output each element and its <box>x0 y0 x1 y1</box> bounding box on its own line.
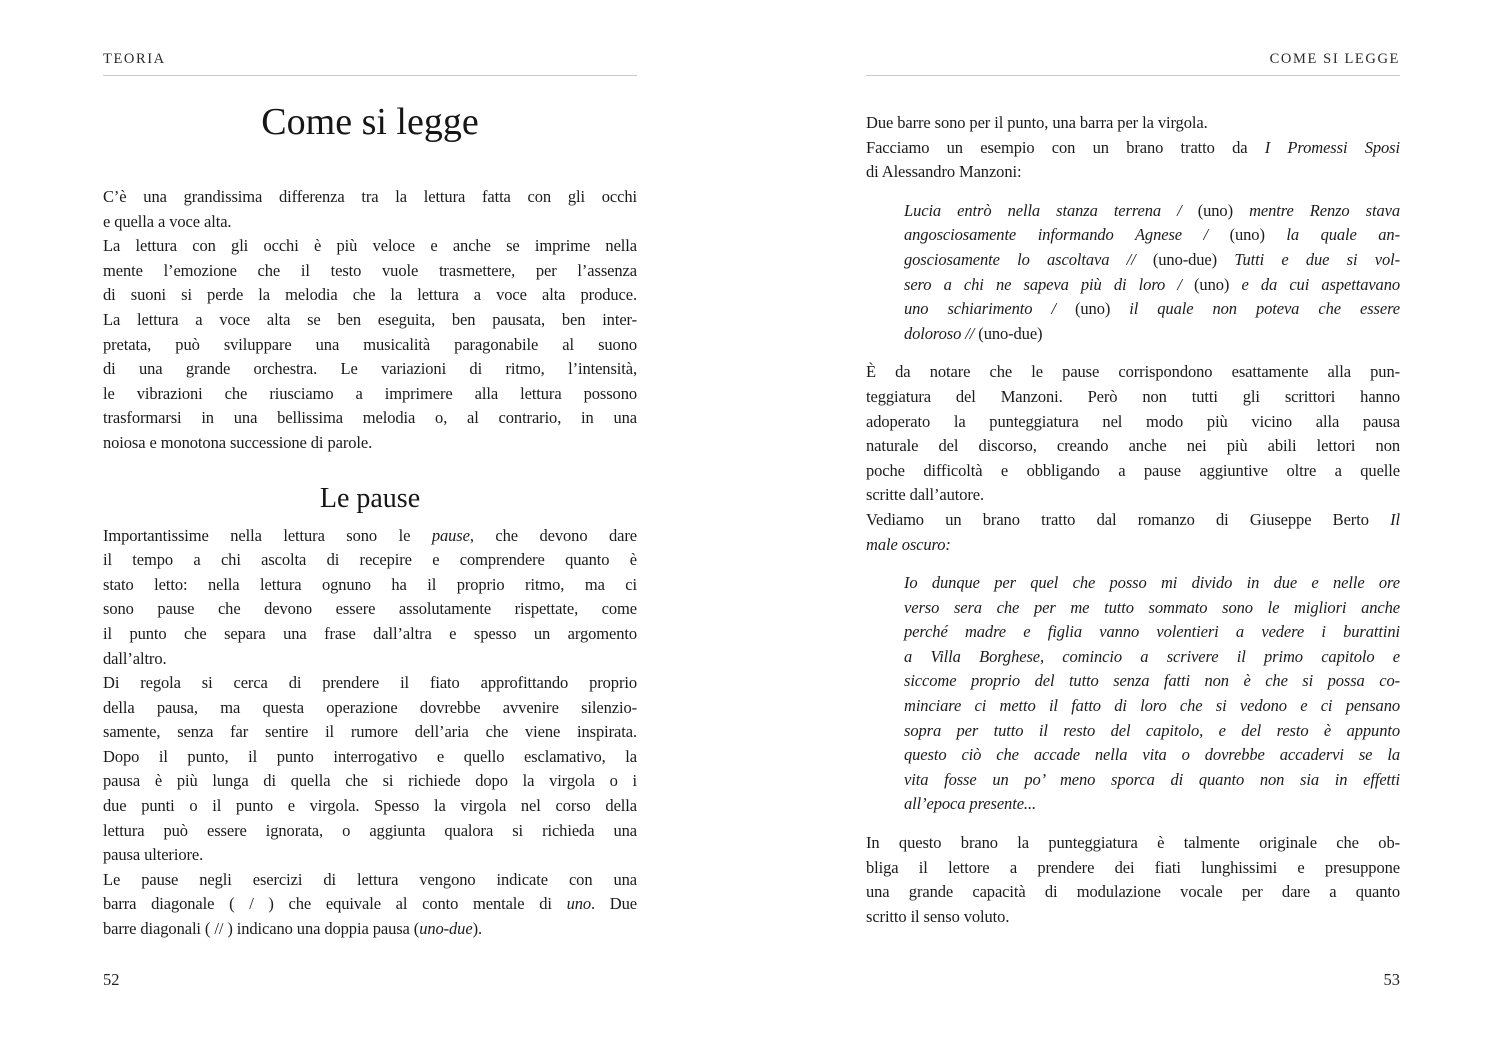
text-segment: poche difficoltà e obbligando a pause aggiuntive oltre a quelle <box>866 460 1400 480</box>
italic-text: Lucia entrò nella stanza terrena / <box>904 200 1198 220</box>
book-page-left <box>103 0 637 1055</box>
italic-text: la quale an- <box>1286 225 1400 245</box>
page-number-left: 52 <box>103 970 120 989</box>
text-segment: In questo brano la punteggiatura è talmente originale che ob- <box>866 833 1400 853</box>
page-number-right: 53 <box>1383 970 1400 989</box>
text-segment: scritto il senso voluto. <box>866 906 1010 926</box>
text-line <box>866 111 1400 136</box>
text-segment: Facciamo un esempio con un brano tratto da <box>866 137 1265 157</box>
text-line <box>103 382 637 407</box>
text-segment: di Alessandro Manzoni: <box>866 162 1022 182</box>
running-header-right-label: COME SI LEGGE <box>1269 51 1400 67</box>
text-segment: Le pause negli esercizi di lettura vengono indicate con una <box>103 869 637 889</box>
italic-text: mentre Renzo stava <box>1249 200 1400 220</box>
text-segment: Due barre sono per il punto, una barra per la virgola. <box>866 113 1208 132</box>
text-line <box>866 483 1400 508</box>
text-segment: La lettura a voce alta se ben eseguita, ben pausata, ben inter- <box>103 309 637 329</box>
italic-text: sero a chi ne sapeva più di loro / <box>904 274 1195 294</box>
text-segment: il punto che separa una frase dall’altra e spesso un argomento <box>103 623 637 643</box>
text-segment: Importantissime nella lettura sono le <box>103 525 432 545</box>
paragraph <box>866 831 1400 929</box>
text-line <box>103 671 637 696</box>
italic-text: siccome proprio del tutto senza fatti non è che si possa co- <box>904 671 1400 691</box>
text-line <box>103 696 637 721</box>
italic-text: e da cui aspettavano <box>1241 274 1401 294</box>
text-segment: (uno-due) <box>978 323 1043 343</box>
text-segment: di suoni si perde la melodia che la lettura a voce alta produce. <box>103 285 637 305</box>
text-line <box>866 831 1400 856</box>
italic-text: Io dunque per quel che posso mi divido in due e nelle ore <box>904 573 1400 593</box>
italic-text: doloroso // <box>904 323 979 343</box>
text-line <box>904 669 1400 694</box>
paragraph <box>103 185 637 234</box>
text-line <box>103 234 637 259</box>
text-line <box>904 620 1400 645</box>
text-segment: Vediamo un brano tratto dal romanzo di Giuseppe Berto <box>866 509 1391 529</box>
text-segment: barra diagonale ( / ) che equivale al conto mentale di <box>103 894 567 914</box>
paragraph <box>866 508 1400 557</box>
text-line <box>904 645 1400 670</box>
paragraph <box>866 111 1400 136</box>
text-line <box>103 843 637 868</box>
text-segment: adoperato la punteggiatura nel modo più vicino alla pausa <box>866 411 1400 431</box>
text-segment: pausa è più lunga di quella che si richiede dopo la virgola o i <box>103 771 637 791</box>
text-segment: Dopo il punto, il punto interrogativo e quello esclamativo, la <box>103 746 637 766</box>
text-segment: di una grande orchestra. Le variazioni di ritmo, l’intensità, <box>103 359 637 379</box>
text-line <box>103 210 637 235</box>
text-line <box>103 283 637 308</box>
italic-text: Tutti e due si vol- <box>1234 249 1400 269</box>
text-line <box>103 819 637 844</box>
text-segment: scritte dall’autore. <box>866 485 985 505</box>
text-segment: e quella a voce alta. <box>103 211 232 231</box>
text-line <box>103 769 637 794</box>
text-line <box>103 573 637 598</box>
text-segment: È da notare che le pause corrispondono esattamente alla pun- <box>866 362 1400 382</box>
text-segment: della pausa, ma questa operazione dovrebbe avvenire silenzio- <box>103 697 637 717</box>
text-segment: sono pause che devono essere assolutamente rispettate, come <box>103 599 637 619</box>
text-line <box>103 647 637 672</box>
text-segment: bliga il lettore a prendere dei fiati lunghissimi e presuppone <box>866 857 1400 877</box>
text-line <box>866 856 1400 881</box>
text-segment: stato letto: nella lettura ognuno ha il proprio ritmo, ma ci <box>103 574 637 594</box>
text-segment: naturale del discorso, creando anche nei più abili lettori non <box>866 436 1400 456</box>
text-segment: (uno) <box>1229 225 1287 245</box>
italic-text: Il <box>1390 509 1400 529</box>
text-segment: trasformarsi in una bellissima melodia o, al contrario, in una <box>103 408 637 428</box>
text-segment: (uno-due) <box>1152 249 1235 269</box>
italic-text: questo ciò che accade nella vita o dovrebbe accadervi se la <box>904 745 1400 765</box>
text-line <box>866 533 1400 558</box>
text-line <box>866 385 1400 410</box>
text-segment: barre diagonali ( // ) indicano una doppia pausa ( <box>103 919 420 939</box>
text-line <box>904 297 1400 322</box>
text-segment: pausa ulteriore. <box>103 845 204 865</box>
paragraph <box>103 868 637 942</box>
italic-text: perché madre e figlia vanno volentieri a vedere i burattini <box>904 622 1400 642</box>
text-line <box>103 333 637 358</box>
italic-text: vita fosse un po’ meno sporca di quanto non sia in effetti <box>904 769 1400 789</box>
italic-text: il quale non poteva che essere <box>1129 299 1401 319</box>
running-header-left-label: TEORIA <box>103 51 166 67</box>
text-line <box>866 905 1400 930</box>
italic-text: a Villa Borghese, comincio a scrivere il primo capitolo e <box>904 646 1400 666</box>
italic-text: sopra per tutto il resto del capitolo, e del resto è appunto <box>904 720 1400 740</box>
text-line <box>866 508 1400 533</box>
text-line <box>904 694 1400 719</box>
text-segment: (uno) <box>1075 299 1130 319</box>
italic-text: all’epoca presente... <box>904 794 1036 814</box>
paragraph <box>866 360 1400 508</box>
text-line <box>103 406 637 431</box>
text-segment: una grande capacità di modulazione vocale per dare a quanto <box>866 882 1400 902</box>
text-line <box>103 308 637 333</box>
text-line <box>904 273 1400 298</box>
block-quote <box>904 199 1400 347</box>
text-segment: , che devono dare <box>469 525 637 545</box>
text-line <box>103 917 637 942</box>
text-segment: teggiatura del Manzoni. Però non tutti gli scrittori hanno <box>866 386 1400 406</box>
text-line <box>904 768 1400 793</box>
text-segment: le vibrazioni che riusciamo a imprimere alla lettura possono <box>103 383 637 403</box>
paragraph <box>103 524 637 672</box>
italic-text: uno <box>566 894 592 914</box>
paragraph <box>866 136 1400 185</box>
italic-text: I Promessi Sposi <box>1264 137 1400 157</box>
block-quote <box>904 571 1400 817</box>
text-line <box>904 719 1400 744</box>
text-segment: (uno) <box>1197 200 1250 220</box>
italic-text: verso sera che per me tutto sommato sono le migliori anche <box>904 597 1400 617</box>
text-line <box>103 524 637 549</box>
text-line <box>904 248 1400 273</box>
text-line <box>904 792 1400 817</box>
text-line <box>103 597 637 622</box>
text-line <box>904 743 1400 768</box>
text-line <box>103 259 637 284</box>
left-page-body <box>103 0 637 942</box>
text-segment: il tempo a chi ascolta di recepire e comprendere quanto è <box>103 550 637 570</box>
text-segment: samente, senza far sentire il rumore dell’aria che viene inspirata. <box>103 722 637 742</box>
text-segment: Di regola si cerca di prendere il fiato approfittando proprio <box>103 673 637 693</box>
text-line <box>103 868 637 893</box>
italic-text: minciare ci metto il fatto di loro che si vedono e ci pensano <box>904 696 1400 716</box>
running-header-right <box>866 0 1400 76</box>
right-page-body <box>866 111 1400 929</box>
text-line <box>103 720 637 745</box>
text-line <box>866 880 1400 905</box>
chapter-title: Come si legge <box>261 101 479 143</box>
text-segment: dall’altro. <box>103 648 167 668</box>
text-segment: pretata, può sviluppare una musicalità paragonabile al suono <box>103 334 637 354</box>
text-line <box>904 199 1400 224</box>
text-segment: mente l’emozione che il testo vuole trasmettere, per l’assenza <box>103 260 637 280</box>
text-line <box>103 745 637 770</box>
text-line <box>103 185 637 210</box>
paragraph <box>103 671 637 868</box>
text-line <box>904 223 1400 248</box>
text-line <box>103 357 637 382</box>
text-segment: (uno) <box>1194 274 1242 294</box>
text-line <box>866 136 1400 161</box>
text-line <box>103 794 637 819</box>
text-segment: ). <box>472 919 482 939</box>
text-line <box>866 410 1400 435</box>
text-line <box>866 360 1400 385</box>
text-segment: La lettura con gli occhi è più veloce e anche se imprime nella <box>103 236 637 256</box>
text-segment: noiosa e monotona successione di parole. <box>103 432 373 452</box>
italic-text: male oscuro: <box>866 534 951 554</box>
text-line <box>904 571 1400 596</box>
paragraph <box>103 234 637 455</box>
text-line <box>866 434 1400 459</box>
text-line <box>866 459 1400 484</box>
italic-text: pause <box>431 525 470 545</box>
book-page-right <box>866 0 1400 1055</box>
text-line <box>866 160 1400 185</box>
text-segment: C’è una grandissima differenza tra la lettura fatta con gli occhi <box>103 187 637 206</box>
italic-text: uno schiarimento / <box>904 299 1075 319</box>
text-segment: lettura può essere ignorata, o aggiunta qualora si richieda una <box>103 820 637 840</box>
text-line <box>103 431 637 456</box>
section-heading: Le pause <box>319 482 421 514</box>
text-line <box>904 596 1400 621</box>
text-line <box>103 548 637 573</box>
text-line <box>904 322 1400 347</box>
text-segment: . Due <box>591 894 637 914</box>
text-line <box>103 622 637 647</box>
text-segment: due punti o il punto e virgola. Spesso la virgola nel corso della <box>103 796 637 816</box>
italic-text: gosciosamente lo ascoltava // <box>904 249 1153 269</box>
italic-text: angosciosamente informando Agnese / <box>904 225 1230 245</box>
text-line <box>103 892 637 917</box>
italic-text: uno-due <box>419 919 473 939</box>
